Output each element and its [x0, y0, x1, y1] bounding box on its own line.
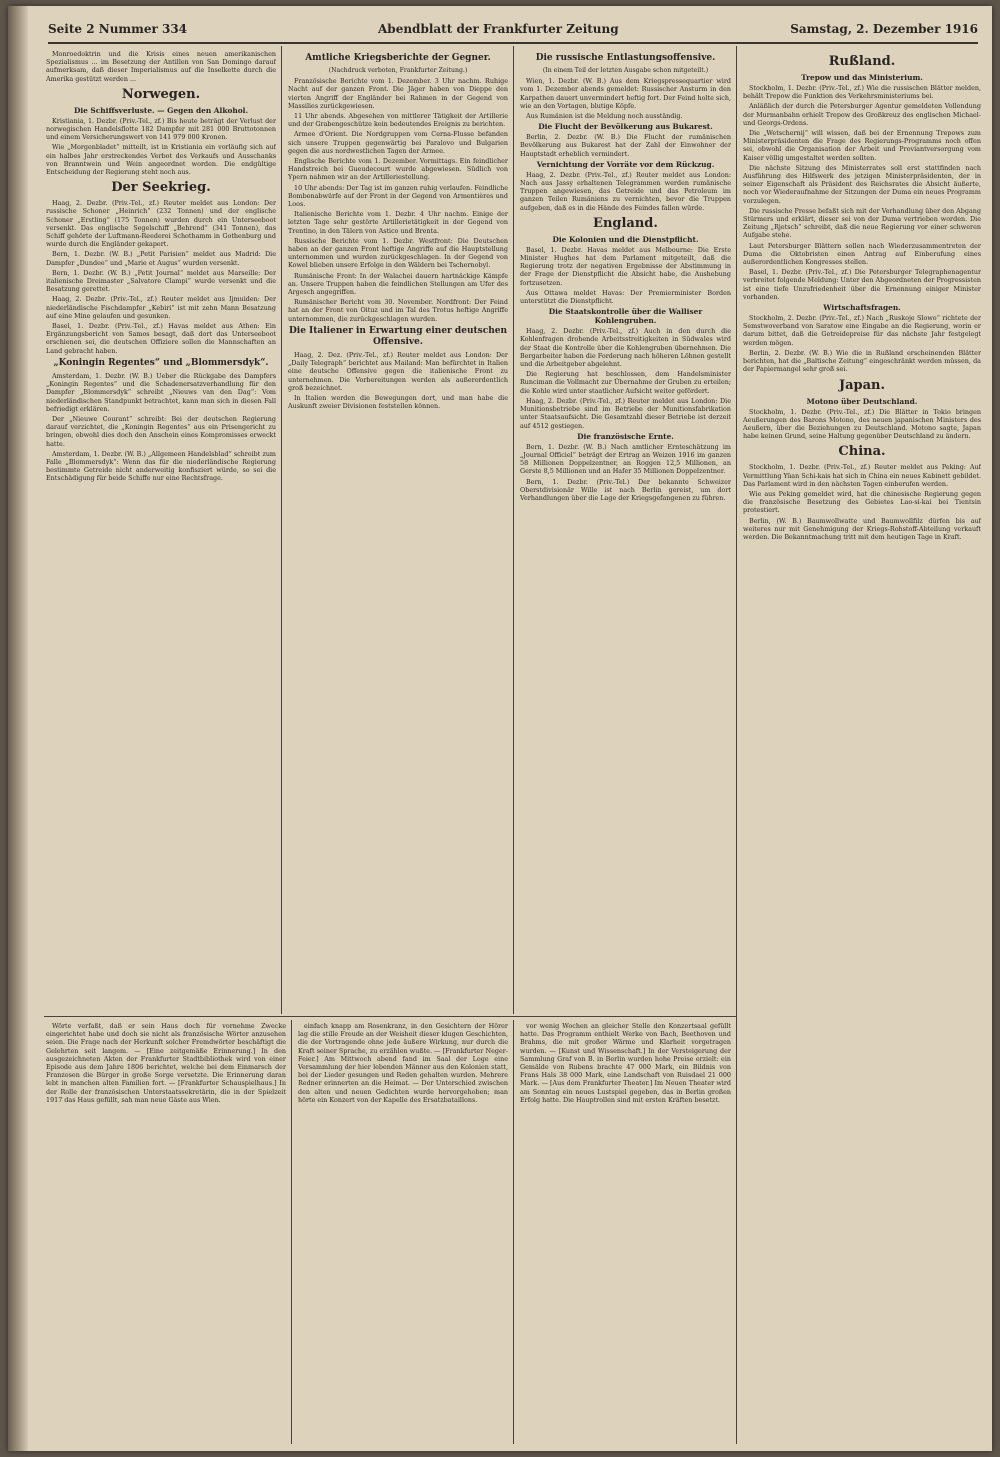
column-4 [743, 50, 981, 1444]
article-paragraph: Aus Ottawa meldet Havas: Der Premierminister Borden unterstützt die Dienstpflicht. [520, 288, 731, 306]
article-paragraph: Haag, 2. Dezbr. (Priv.-Tel., zf.) Reuter meldet aus London: Nach aus Jassy erhaltenen Telegrammen werden rumänische Truppen angewiesen, das Getreide und das Petroleum im ganzen Teilen Rumäniens zu vernichten, bevor die Truppen aufgeben, daß es in die Hände des Feindes fallen würde. [520, 170, 731, 212]
article-paragraph: 11 Uhr abends. Abgesehen von mittlerer Tätigkeit der Artillerie und der Grabengeschütze kein bedeutendes Ereignis zu berichten. [288, 112, 508, 129]
article-paragraph: Die russische Presse befaßt sich mit der Verhandlung über den Abgang Stürmers und erklärt, dieser sei von der Duma vertrieben worden. Die Zeitung „Rjetsch“ schreibt, daß die neue Regierung vor einer schweren Aufgabe stehe. [743, 206, 981, 240]
article-paragraph: Wie aus Peking gemeldet wird, hat die chinesische Regierung gegen die französische Besetzung des Gebietes Lao-si-kai bei Tientsin protestiert. [743, 489, 981, 515]
article-paragraph: Kristiania, 1. Dezbr. (Priv.-Tel., zf.) Bis heute beträgt der Verlust der norwegischen Handelsflotte 182 Dampfer mit 281 000 Bruttotonnen und einem Versicherungswert von 141 979 000 Kronen. [46, 116, 276, 142]
article-paragraph: Rumänische Front: In der Walachei dauern hartnäckige Kämpfe an. Unsere Truppen haben die feindlichen Stellungen am Ufer des Argesch angegriffen. [288, 271, 508, 297]
masthead [48, 20, 978, 44]
feuilleton-column-3 [520, 1022, 731, 1442]
article-paragraph: Basel, 1. Dezbr. Havas meldet aus Melbourne: Die Erste Minister Hughes hat dem Parlament mitgeteilt, daß die Regierung trotz der negativen Ergebnisse der Abstimmung in der Frage der Dienstpflicht die Absicht habe, die Aushebung fortzusetzen. [520, 245, 731, 287]
heading-china: China. [838, 444, 886, 460]
article-paragraph: Stockholm, 1. Dezbr. (Priv.-Tel., zf.) Reuter meldet aus Peking: Auf Vermittlung Yüan Schi-kais hat sich in China ein neues Kabinett gebildet. Das Parlament wird in den nächsten Tagen einberufen werden. [743, 463, 981, 488]
heading-seekrieg: Der Seekrieg. [111, 180, 211, 196]
heading-motono: Motono über Deutschland. [806, 396, 918, 406]
heading-russland: Rußland. [828, 54, 896, 69]
heading-kohlengruben: Die Staatskontrolle über die Walliser Kohlengruben. [548, 307, 703, 326]
article-paragraph: Stockholm, 2. Dezbr. (Priv.-Tel., zf.) Nach „Ruskoje Slowo“ richtete der Semstwoverband von Saratow eine Eingabe an die Regierung, worin er darum bittet, daß die Getreidepreise für das nächste Jahr festgelegt werden mögen. [743, 314, 981, 347]
article-paragraph: Die „Wetschernij“ will wissen, daß bei der Ernennung Trepows zum Ministerpräsidenten die Frage des Regierungs-Programms noch offen sei, obwohl die Organisation der Arbeit und Proviantversorgung vom Kaiser völlig umgestaltet werden sollten. [743, 129, 981, 162]
article-paragraph: Englische Berichte vom 1. Dezember. Vormittags. Ein feindlicher Handstreich bei Gueudecourt wurde abgewiesen. Südlich von Ypern nahmen wir an der Artilleriestellung. [288, 157, 508, 182]
article-paragraph: Bern, 1. Dezbr. (W. B.) „Petit Parisien“ meldet aus Madrid: Die Dampfer „Dundee“ und „Marie et Augus“ wurden versenkt. [46, 250, 276, 267]
heading-regentes: „Koningin Regentes“ und „Blommersdyk“. [53, 357, 269, 368]
article-paragraph: Wie „Morgenbladet“ mitteilt, ist in Kristiania ein vorläufig sich auf ein halbes Jahr erstreckendes Verbot des Verkaufs und Ausschanks von Branntwein und Wein angeordnet worden. Die endgültige Entscheidung der Regierung steht noch aus. [46, 143, 276, 177]
article-paragraph: Basel, 1. Dezbr. (Priv.-Tel., zf.) Havas meldet aus Athen: Ein Ergänzungsbericht von Samos besagt, daß dort das Unterseeboot erschienen sei, die deutschen Offiziere sollen die Mannschaften an Land gebracht haben. [46, 322, 276, 355]
article-paragraph: Haag, 2. Dezbr. (Priv.-Tel., zf.) Reuter meldet aus London: Der russische Schoner „Heinrich“ (232 Tonnen) und der englische Schoner „Erstling“ (175 Tonnen) wurden durch ein Unterseeboot versenkt. Das englische Segelschiff „Behrend“ (341 Tonnen), das Schiff gehörte der Luftmann-Reederei Schothamm in Gothenburg und wurde durch die Engländer gekapert. [46, 199, 276, 249]
heading-japan: Japan. [838, 377, 886, 393]
intro-text: Monroedoktrin und die Krisis eines neuen amerikanischen Spezialismus ... im Besetzung der Antillen von San Domingo darauf aufmerksam, daß dieser Imperialismus auf die Inselkette durch die Amerika gestützt werden ... [46, 50, 276, 83]
article-paragraph: Anläßlich der durch die Petersburger Agentur gemeldeten Vollendung der Murmanbahn erhielt Trepow des Großkreuz des englischen Michael- und Georgs-Ordens. [743, 102, 981, 127]
article-paragraph: Haag, 2. Dezbr. (Priv.-Tel., zf.) Reuter meldet aus Ijmuiden: Der niederländische Fischdampfer „Kebiri“ ist mit zehn Mann Besatzung auf eine Mine gelaufen und gesunken. [46, 295, 276, 320]
heading-trepow: Trepow und das Ministerium. [801, 73, 923, 82]
heading-ernte: Die französische Ernte. [577, 431, 674, 441]
article-paragraph: Rumänischer Bericht vom 30. November. Nordfront: Der Feind hat an der Front von Oituz und im Tal des Trotus heftige Angriffe unternommen, die zurückgeschlagen wurden. [288, 298, 508, 323]
feuilleton-text: vor wenig Wochen an gleicher Stelle den Konzertsaal gefüllt hatte. Das Programm enthielt Werke von Bach, Beethoven und Brahms, die mit großer Wärme und Klarheit vorgetragen wurden. — [Kunst und Wissenschaft.] In der Versteigerung der Sammlung Graf von B. in Berlin wurden hohe Preise erzielt: ein Gemälde von Rubens brachte 47 000 Mark, ein Bildnis von Frans Hals 38 000 Mark, eine Landschaft von Ruisdael 21 000 Mark. — [Aus dem Frankfurter Theater.] Im Neuen Theater wird am Sonntag ein neues Lustspiel gegeben, das in Berlin großen Erfolg hatte. Die Hauptrollen sind mit ersten Kräften besetzt. [520, 1022, 731, 1104]
heading-schiffsverluste: Die Schiffsverluste. — Gegen den Alkohol. [73, 105, 249, 115]
article-paragraph: Die nächste Sitzung des Ministerrates soll erst stattfinden nach Ausführung des Hilfswerk des jetzigen Ministerpräsidenten, der in seiner Eigenschaft als Präsident des Reichsrates die Absicht äußerte, noch vor Wiederaufnahme der Sitzungen der Duma ein neues Programm vorzulegen. [743, 163, 981, 205]
page-number: Seite 2 Nummer 334 [48, 22, 188, 36]
feuilleton-text: einfach knapp am Rosenkranz, in den Gesichtern der Hörer lag die stille Freude an der Weisheit dieser klugen Geschichten, die der Vortragende ohne jede äußere Wirkung, nur durch die Kraft seiner Sprache, zu erzählen wußte. — [Frankfurter Neger-Feier.] Am Mittwoch abend fand im Saal der Loge eine Versammlung der hier lebenden Männer aus den Kolonien statt, bei der Lieder gesungen und Reden gehalten wurden. Mehrere Redner erinnerten an die Heimat. — Der Unterschied zwischen den alten und neuen Gedichten wurde hervorgehoben; man hörte ein Konzert von der Kapelle des Ersatzbataillons. [298, 1022, 508, 1104]
article-paragraph: Der „Nieuwe Courant“ schreibt: Bei der deutschen Regierung darauf verzichtet, die „Koningin Regentes“ aus ein Prisengericht zu bringen, obwohl dies doch den Anschein eines Kompromisses erweckt hatte. [46, 414, 276, 448]
article-paragraph: Armee d'Orient. Die Nordgruppen vom Cerna-Flusse befanden sich unsere Truppen gegenwärtig bei Paralovo und Bulgarien gegen die aus nordwestlichen Tagen der Armee. [288, 130, 508, 155]
article-paragraph: Bern, 1. Dezbr. (W. B.) Nach amtlicher Ernteschätzung im „Journal Officiel“ beträgt der Ertrag an Weizen 1916 im ganzen 58 Millionen Doppelzentner, an Roggen 12,5 Millionen, an Gerste 8,5 Millionen und an Hafer 35 Millionen Doppelzentner. [520, 442, 731, 476]
newspaper-title: Abendblatt der Frankfurter Zeitung [378, 22, 619, 36]
heading-wirtschaftsfragen: Wirtschaftsfragen. [823, 303, 901, 313]
article-paragraph: Aus Rumänien ist die Meldung noch ausständig. [526, 112, 683, 121]
article-paragraph: Berlin, 2. Dezbr. (W. B.) Die Flucht der rumänischen Bevölkerung aus Bukarest hat der Zahl der Einwohner der Hauptstadt erheblich vermindert. [520, 133, 731, 158]
column-2 [288, 50, 508, 1014]
article-paragraph: Die Regierung hat beschlossen, dem Handelsminister Runciman die Vollmacht zur Übernahme der Gruben zu erteilen; die Kohle wird unter staatlicher Aufsicht weiter gefördert. [520, 370, 731, 395]
article-paragraph: Amsterdam, 1. Dezbr. (W. B.) Ueber die Rückgabe des Dampfers „Koningin Regentes“ und die Schadenersatzverhandlung für den Dampfer „Blommersdyk“ schreibt „Nieuws van den Dag“: Vom niederländischen Standpunkt betrachtet, kann man sich in diesen Fall befriedigt erklären. [46, 371, 276, 413]
feuilleton-column-1 [46, 1022, 286, 1442]
heading-italiener: Die Italiener in Erwartung einer deutschen Offensive. [288, 325, 508, 347]
edition-note: (In einem Teil der letzten Ausgabe schon mitgeteilt.) [542, 67, 709, 74]
article-paragraph: Bern, 1. Dezbr. (W. B.) „Petit Journal“ meldet aus Marseille: Der italienische Dreimaster „Salvatore Clampi“ wurde versenkt und die Besatzung gerettet. [46, 268, 276, 294]
heading-kolonien: Die Kolonien und die Dienstpflicht. [552, 234, 699, 244]
article-paragraph: Stockholm, 1. Dezbr. (Priv.-Tel., zf.) Wie die russischen Blätter melden, behält Trepow die Funktion des Verkehrsministeriums bei. [743, 84, 981, 101]
article-paragraph: Basel, 1. Dezbr. (Priv.-Tel., zf.) Die Petersburger Telegraphenagentur verbreitet folgende Meldung: Unter den Abgeordneten der Progressisten ist eine tiefe Unzufriedenheit über die Ernennung einiger Minister vorhanden. [743, 268, 981, 301]
article-paragraph: Italienische Berichte vom 1. Dezbr. 4 Uhr nachm. Einige der letzten Tage sehr gestörte Artillerietätigkeit in der Gegend von Trentino, in den Tälern von Astico und Brenta. [288, 210, 508, 235]
article-paragraph: Russische Berichte vom 1. Dezbr. Westfront: Die Deutschen haben an der ganzen Front heftige Angriffe auf die Hauptstellung unternommen und wurden zurückgeschlagen. In der Gegend von Kowel blieben unsere Erfolge in den Wäldern bei Tschernobyl. [288, 236, 508, 270]
article-paragraph: Laut Petersburger Blättern sollen nach Wiederzusammentreten der Duma die Oktobristen einen Antrag auf Einberufung eines außerordentlichen Kongresses stellen. [743, 241, 981, 267]
article-paragraph: Berlin, 2. Dezbr. (W. B.) Wie die in Rußland erscheinenden Blätter berichten, hat die „Baltische Zeitung“ eingeschränkt werden müssen, da der Papiermangel sehr groß sei. [743, 348, 981, 374]
article-paragraph: Stockholm, 1. Dezbr. (Priv.-Tel., zf.) Die Blätter in Tokio bringen Aeußerungen des Barons Motono, des neuen japanischen Ministers des Aeußern, über die Beziehungen zu Deutschland. Motono sagte, Japan habe keinen Grund, seine Haltung gegenüber Deutschland zu ändern. [743, 407, 981, 441]
reprint-note: (Nachdruck verboten, Frankfurter Zeitung.) [328, 67, 468, 74]
newspaper-page [8, 6, 992, 1451]
heading-entlastungsoffensive: Die russische Entlastungsoffensive. [535, 53, 716, 63]
heading-norwegen: Norwegen. [121, 86, 201, 102]
feuilleton-text: Wörte verfaßt, daß er sein Haus doch für vornehme Zwecke eingerichtet habe und doch sie nicht als französische Wörter anzusehen seien. Die Frage nach der Herkunft solcher Fremdwörter beschäftigt die Gelehrten seit langem. — [Eine zeitgemäße Erinnerung.] In den ausgezeichneten Akten der Frankfurter Stadtbibliothek wird von einer Episode aus dem Jahre 1806 berichtet, welche bei dem Einmarsch der Franzosen die Bürger in große Sorge versetzte. Die Erinnerung daran lebt in manchen alten Familien fort. — [Frankfurter Schauspielhaus.] In der Rolle der französischen Unterstaatssekretärin, die in der Spielzeit 1917 das Haus gefüllt, sah man neue Gäste aus Wien. [46, 1022, 286, 1104]
heading-vernichtung: Vernichtung der Vorräte vor dem Rückzug. [536, 159, 715, 169]
article-paragraph: Amsterdam, 1. Dezbr. (W. B.) „Allgemeen Handelsblad“ schreibt zum Falle „Blommersdyk“: Wenn das für die niederländische Regierung bestimmte Getreide nicht anderweitig konfisziert würde, so sei die Entschädigung für beide Schiffe nur eine Rechtsfrage. [46, 449, 276, 483]
heading-england: England. [593, 215, 658, 231]
heading-flucht: Die Flucht der Bevölkerung aus Bukarest. [538, 122, 713, 132]
book-binding [8, 6, 28, 1451]
article-paragraph: Berlin, (W. B.) Baumwollwatte und Baumwollfilz dürfen bis auf weiteres nur mit Genehmigung der Kriegs-Rohstoff-Abteilung verkauft werden. Die Bekanntmachung tritt mit dem heutigen Tage in Kraft. [743, 516, 981, 541]
article-paragraph: Wien, 1. Dezbr. (W. B.) Aus dem Kriegspressequartier wird vom 1. Dezember abends gemeldet: Russischer Ansturm in den Karpathen dauert unvermindert heftig fort. Der Feind holte sich, wie an den Vortagen, blutige Köpfe. [520, 77, 731, 110]
article-paragraph: Französische Berichte vom 1. Dezember. 3 Uhr nachm. Ruhige Nacht auf der ganzen Front. Die Jäger haben von Dieppe den vierten Angriff der Engländer bei Rahmen in der Gegend von Massilies zurückgewiesen. [288, 77, 508, 110]
column-1 [46, 50, 276, 1014]
article-paragraph: 10 Uhr abends: Der Tag ist im ganzen ruhig verlaufen. Feindliche Bombenabwürfe auf der Front in der Gegend von Armentières und Loos. [288, 183, 508, 209]
column-3 [520, 50, 731, 1014]
heading-kriegsberichte: Amtliche Kriegsberichte der Gegner. [305, 53, 491, 63]
article-paragraph: Haag, 2. Dez. (Priv.-Tel., zf.) Reuter meldet aus London: Der „Daily Telegraph“ berichtet aus Mailand: Man befürchtet in Italien eine deutsche Offensive gegen die italienische Front zu unternehmen. Die Vorbereitungen werden als außerordentlich groß bezeichnet. [288, 350, 508, 392]
article-paragraph: Haag, 2. Dezbr. (Priv.-Tel., zf.) Auch in den durch die Kohlenfragen drohende Arbeitsstreitigkeiten in Südwales wird der Staat die Kontrolle über die Kohlengruben übernehmen. Die Bergarbeiter haben die Forderung nach höheren Löhnen gestellt und die Arbeitgeber abgelehnt. [520, 327, 731, 369]
article-paragraph: In Italien werden die Bewegungen dort, und man habe die Auskunft zweier Divisionen feststellen können. [288, 393, 508, 411]
feuilleton-column-2 [298, 1022, 508, 1442]
article-paragraph: Bern, 1. Dezbr. (Priv.-Tel.) Der bekannte Schweizer Oberstdivisionär Wille ist nach Berlin gereist, um dort Verhandlungen über die Lage der Kriegsgefangenen zu führen. [520, 477, 731, 502]
issue-date: Samstag, 2. Dezember 1916 [790, 22, 978, 36]
article-paragraph: Haag, 2. Dezbr. (Priv.-Tel., zf.) Reuter meldet aus London: Die Munitionsbetriebe sind im Betriebe der Munitionsfabrikation unter Staatsaufsicht. Die Gesamtzahl dieser Betriebe ist derzeit auf 4512 gestiegen. [520, 396, 731, 430]
